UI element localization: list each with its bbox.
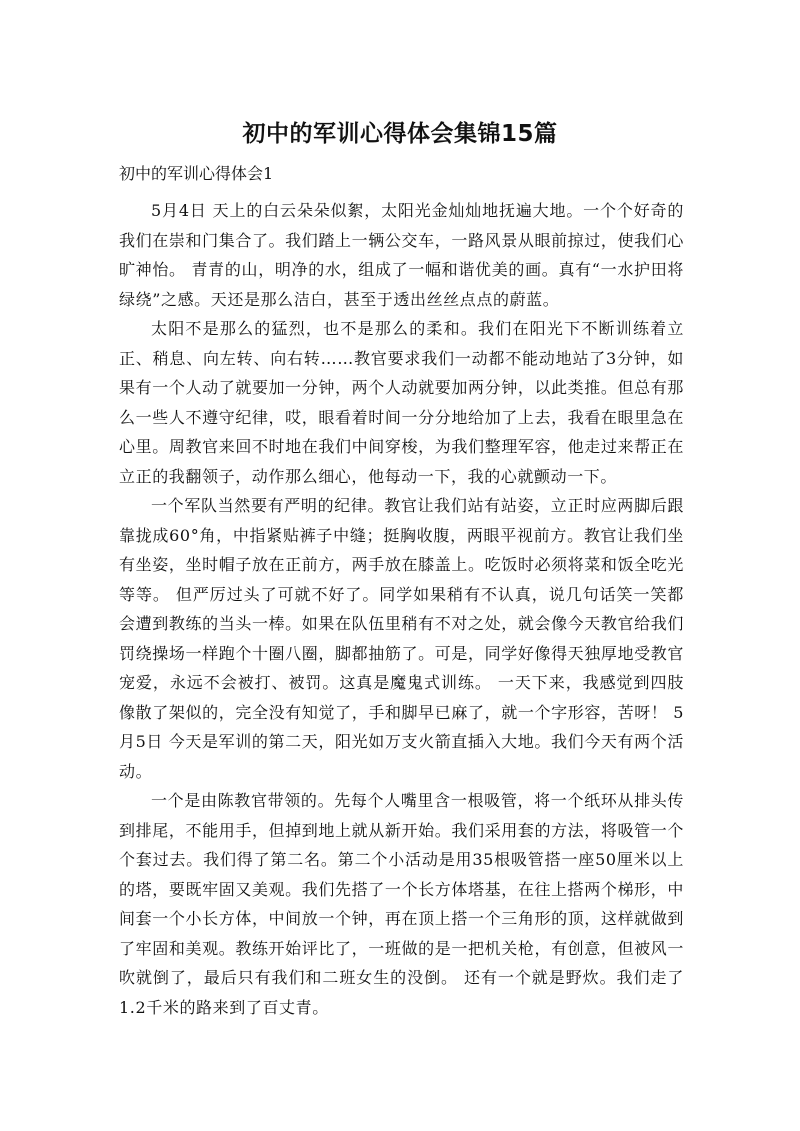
section-heading: 初中的军训心得体会1 <box>119 164 274 183</box>
paragraph-4: 一个是由陈教官带领的。先每个人嘴里含一根吸管，将一个纸环从排头传到排尾，不能用手，但掉到地上就从新开始。我们采用套的方法，将吸管一个个套过去。我们得了第二名。第二个小活动是用35根吸管搭一座50厘米以上的塔，要既牢固又美观。我们先搭了一个长方体塔基，在往上搭两个梯形，中间套一个小长方体，中间放一个钟，再在顶上搭一个三角形的顶，这样就做到了牢固和美观。教练开始评比了，一班做的是一把机关枪，有创意，但被风一吹就倒了，最后只有我们和二班女生的没倒。 还有一个就是野炊。我们走了1.2千米的路来到了百丈青。 <box>119 791 684 1017</box>
paragraph-2: 太阳不是那么的猛烈，也不是那么的柔和。我们在阳光下不断训练着立正、稍息、向左转、向右转……教官要求我们一动都不能动地站了3分钟，如果有一个人动了就要加一分钟，两个人动就要加两分钟，以此类推。但总有那么一些人不遵守纪律，哎，眼看着时间一分分地给加了上去，我看在眼里急在心里。周教官来回不时地在我们中间穿梭，为我们整理军容，他走过来帮正在立正的我翻领子，动作那么细心，他每动一下，我的心就颤动一下。 <box>119 319 684 486</box>
document-title: 初中的军训心得体会集锦15篇 <box>242 121 558 147</box>
paragraph-3: 一个军队当然要有严明的纪律。教官让我们站有站姿，立正时应两脚后跟靠拢成60°角，中指紧贴裤子中缝；挺胸收腹，两眼平视前方。教官让我们坐有坐姿，坐时帽子放在正前方，两手放在膝盖上。吃饭时必须将菜和饭全吃光等等。 但严厉过头了可就不好了。同学如果稍有不认真，说几句话笑一笑都会遭到教练的当头一棒。如果在队伍里稍有不对之处，就会像今天教官给我们罚绕操场一样跑个十圈八圈，脚都抽筋了。可是，同学好像得天独厚地受教官宠爱，永远不会被打、被罚。这真是魔鬼式训练。 一天下来，我感觉到四肢像散了架似的，完全没有知觉了，手和脚早已麻了，就一个字形容，苦呀！ 5月5日 今天是军训的第二天，阳光如万支火箭直插入大地。我们今天有两个活动。 <box>119 496 684 781</box>
paragraph-1: 5月4日 天上的白云朵朵似絮，太阳光金灿灿地抚遍大地。一个个好奇的我们在崇和门集合了。我们踏上一辆公交车，一路风景从眼前掠过，使我们心旷神怡。 青青的山，明净的水，组成了一幅和谐优美的画。真有“一水护田将绿绕”之感。天还是那么洁白，甚至于透出丝丝点点的蔚蓝。 <box>119 201 684 309</box>
document-body <box>119 196 684 1022</box>
